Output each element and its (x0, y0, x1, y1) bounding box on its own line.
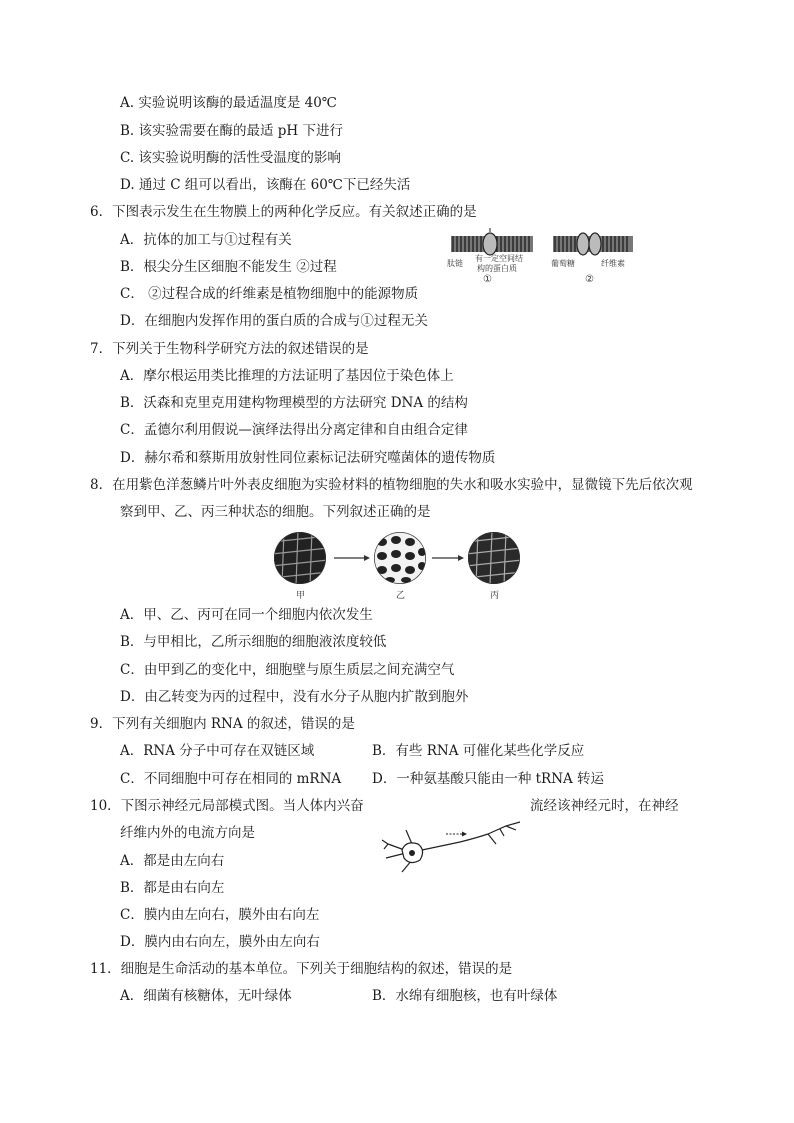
cell-state-bing (466, 530, 522, 586)
cells-diagram (268, 530, 530, 586)
process-1-number: ① (483, 274, 492, 285)
q5-option-d: D. 通过 C 组可以看出，该酶在 60℃下已经失活 (120, 177, 411, 193)
cell-state-yi (372, 530, 428, 586)
protein-label-line2: 构的蛋白质 (477, 264, 517, 273)
q9-option-a: A．RNA 分子中可存在双链区域 (120, 743, 315, 759)
q7-option-a: A．摩尔根运用类比推理的方法证明了基因位于染色体上 (120, 368, 454, 384)
q9-option-b: B．有些 RNA 可催化某些化学反应 (372, 743, 585, 759)
q11-option-b: B．水绵有细胞核，也有叶绿体 (372, 988, 558, 1004)
neuron-figure (380, 816, 525, 876)
q10-stem-part2: 流经该神经元时，在神经 (530, 798, 679, 814)
q10-option-a: A．都是由左向右 (120, 853, 225, 869)
q8-option-d: D．由乙转变为丙的过程中，没有水分子从胞内扩散到胞外 (120, 689, 469, 705)
membrane-2 (553, 233, 633, 255)
peptide-label: 肽链 (447, 259, 463, 268)
q9-option-d: D．一种氨基酸只能由一种 tRNA 转运 (372, 771, 605, 787)
q10-stem-line2: 纤维内外的电流方向是 (120, 825, 255, 841)
q10-option-d: D．膜内由右向左，膜外由左向右 (120, 934, 320, 950)
q6-option-b: B．根尖分生区细胞不能发生 ②过程 (120, 259, 337, 275)
plasmolysis-figure (268, 530, 530, 602)
neuron-diagram (380, 816, 525, 876)
q8-option-b: B．与甲相比，乙所示细胞的细胞液浓度较低 (120, 634, 387, 650)
q9-stem: 9．下列有关细胞内 RNA 的叙述，错误的是 (90, 716, 355, 732)
protein-label-line1: 有一定空间结 (475, 254, 523, 263)
q10-option-b: B．都是由右向左 (120, 880, 225, 896)
q6-stem: 6．下图表示发生在生物膜上的两种化学反应。有关叙述正确的是 (90, 204, 477, 220)
q8-option-c: C．由甲到乙的变化中，细胞壁与原生质层之间充满空气 (120, 662, 455, 678)
label-jia: 甲 (296, 591, 306, 601)
q11-option-a: A．细菌有核糖体，无叶绿体 (120, 988, 292, 1004)
membrane-1 (451, 228, 533, 255)
q5-option-a: A. 实验说明该酶的最适温度是 40℃ (120, 95, 337, 111)
q7-option-c: C．孟德尔利用假说—演绎法得出分离定律和自由组合定律 (120, 422, 468, 438)
q7-option-d: D．赫尔希和蔡斯用放射性同位素标记法研究噬菌体的遗传物质 (120, 450, 496, 466)
q10-stem-part1: 10．下图示神经元局部模式图。当人体内兴奋 (90, 798, 364, 814)
q7-option-b: B．沃森和克里克用建构物理模型的方法研究 DNA 的结构 (120, 395, 468, 411)
q7-stem: 7．下列关于生物科学研究方法的叙述错误的是 (90, 341, 369, 357)
cellulose-label: 纤维素 (601, 259, 625, 268)
q8-option-a: A．甲、乙、丙可在同一个细胞内依次发生 (120, 607, 373, 623)
q8-stem-line1: 8．在用紫色洋葱鳞片叶外表皮细胞为实验材料的植物细胞的失水和吸水实验中，显微镜下先后依次观 (90, 477, 693, 493)
arrow-1 (334, 555, 370, 561)
q11-stem: 11．细胞是生命活动的基本单位。下列关于细胞结构的叙述，错误的是 (90, 961, 513, 977)
nucleus (409, 850, 415, 856)
q6-option-a: A．抗体的加工与①过程有关 (120, 232, 292, 248)
process-2-number: ② (585, 274, 594, 285)
current-arrow (446, 832, 467, 837)
q10-option-c: C．膜内由左向右，膜外由右向左 (120, 907, 320, 923)
q5-option-c: C. 该实验说明酶的活性受温度的影响 (120, 150, 341, 166)
membrane-reaction-figure (443, 228, 653, 290)
cell-state-jia (272, 530, 328, 586)
label-yi: 乙 (396, 591, 406, 601)
q9-option-c: C．不同细胞中可存在相同的 mRNA (120, 771, 342, 787)
arrow-2 (432, 555, 464, 561)
glucose-label: 葡萄糖 (551, 259, 575, 268)
q5-option-b: B. 该实验需要在酶的最适 pH 下进行 (120, 123, 344, 139)
q6-option-c: C． ②过程合成的纤维素是植物细胞中的能源物质 (120, 286, 419, 302)
q8-stem-line2: 察到甲、乙、丙三种状态的细胞。下列叙述正确的是 (120, 504, 431, 520)
q6-option-d: D．在细胞内发挥作用的蛋白质的合成与①过程无关 (120, 313, 428, 329)
label-bing: 丙 (490, 591, 500, 601)
